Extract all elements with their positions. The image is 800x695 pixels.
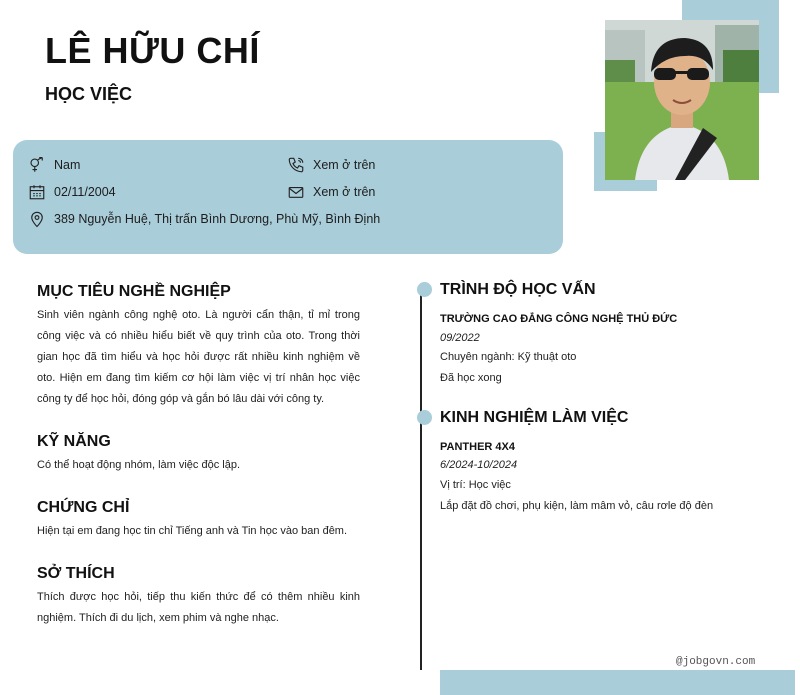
phone-text: Xem ở trên	[313, 158, 376, 172]
gender-text: Nam	[54, 158, 81, 172]
phone-icon	[287, 156, 305, 174]
education-major: Chuyên ngành: Kỹ thuật oto	[440, 351, 577, 363]
profile-photo	[605, 20, 759, 180]
timeline-line	[420, 290, 422, 670]
candidate-name: LÊ HỮU CHÍ	[45, 30, 260, 71]
calendar-icon	[28, 183, 46, 201]
objective-title: MỤC TIÊU NGHỀ NGHIỆP	[37, 283, 231, 300]
education-title: TRÌNH ĐỘ HỌC VẤN	[440, 281, 596, 298]
objective-text: Sinh viên ngành công nghệ oto. Là người cẩn thận, tỉ mỉ trong công việc và có nhiều hiểu biết về quy trình của oto. Trong thời gian học đã tìm hiểu và học hỏi được rất nhiều kinh nghiệm về oto. Hiện em đang tìm kiếm cơ hội làm việc vị trí nhân học việc công ty để học hỏi, đóng góp và gắn bó lâu dài với công ty.	[37, 309, 360, 405]
hobbies-text: Thích được học hỏi, tiếp thu kiến thức để có thêm nhiều kinh nghiệm. Thích đi du lịch, xem phim và nghe nhạc.	[37, 591, 360, 624]
education-dot	[417, 282, 432, 297]
birthdate-item	[28, 183, 116, 201]
skills-text: Có thể hoạt động nhóm, làm việc độc lập.	[37, 459, 241, 471]
location-pin-icon	[28, 210, 46, 228]
phone-item	[287, 156, 375, 174]
email-text: Xem ở trên	[313, 185, 376, 199]
certificates-title: CHỨNG CHỈ	[37, 499, 130, 516]
education-school: TRƯỜNG CAO ĐẲNG CÔNG NGHỆ THỦ ĐỨC	[440, 313, 678, 325]
address-item	[28, 210, 380, 228]
hobbies-title: SỞ THÍCH	[37, 565, 115, 582]
experience-dot	[417, 410, 432, 425]
experience-title: KINH NGHIỆM LÀM VIỆC	[440, 409, 629, 426]
experience-company: PANTHER 4X4	[440, 441, 515, 453]
watermark: @jobgovn.com	[676, 656, 756, 668]
footer-accent-bar	[440, 670, 795, 695]
certificates-text: Hiện tại em đang học tin chỉ Tiếng anh và Tin học vào ban đêm.	[37, 525, 348, 537]
experience-description: Lắp đặt đồ chơi, phụ kiện, làm mâm vỏ, câu rơle độ đèn	[440, 500, 714, 512]
contact-info-card	[13, 140, 563, 254]
skills-title: KỸ NĂNG	[37, 433, 111, 450]
experience-position: Vị trí: Học việc	[440, 479, 511, 491]
candidate-role: HỌC VIỆC	[45, 84, 133, 104]
email-item	[287, 183, 375, 201]
birthdate-text: 02/11/2004	[54, 185, 116, 199]
email-icon	[287, 183, 305, 201]
education-date: 09/2022	[440, 332, 480, 344]
gender-item	[28, 156, 80, 174]
experience-date: 6/2024-10/2024	[440, 459, 518, 471]
address-text: 389 Nguyễn Huệ, Thị trấn Bình Dương, Phù Mỹ, Bình Định	[54, 212, 381, 226]
gender-icon	[28, 156, 46, 174]
education-status: Đã học xong	[440, 372, 502, 384]
